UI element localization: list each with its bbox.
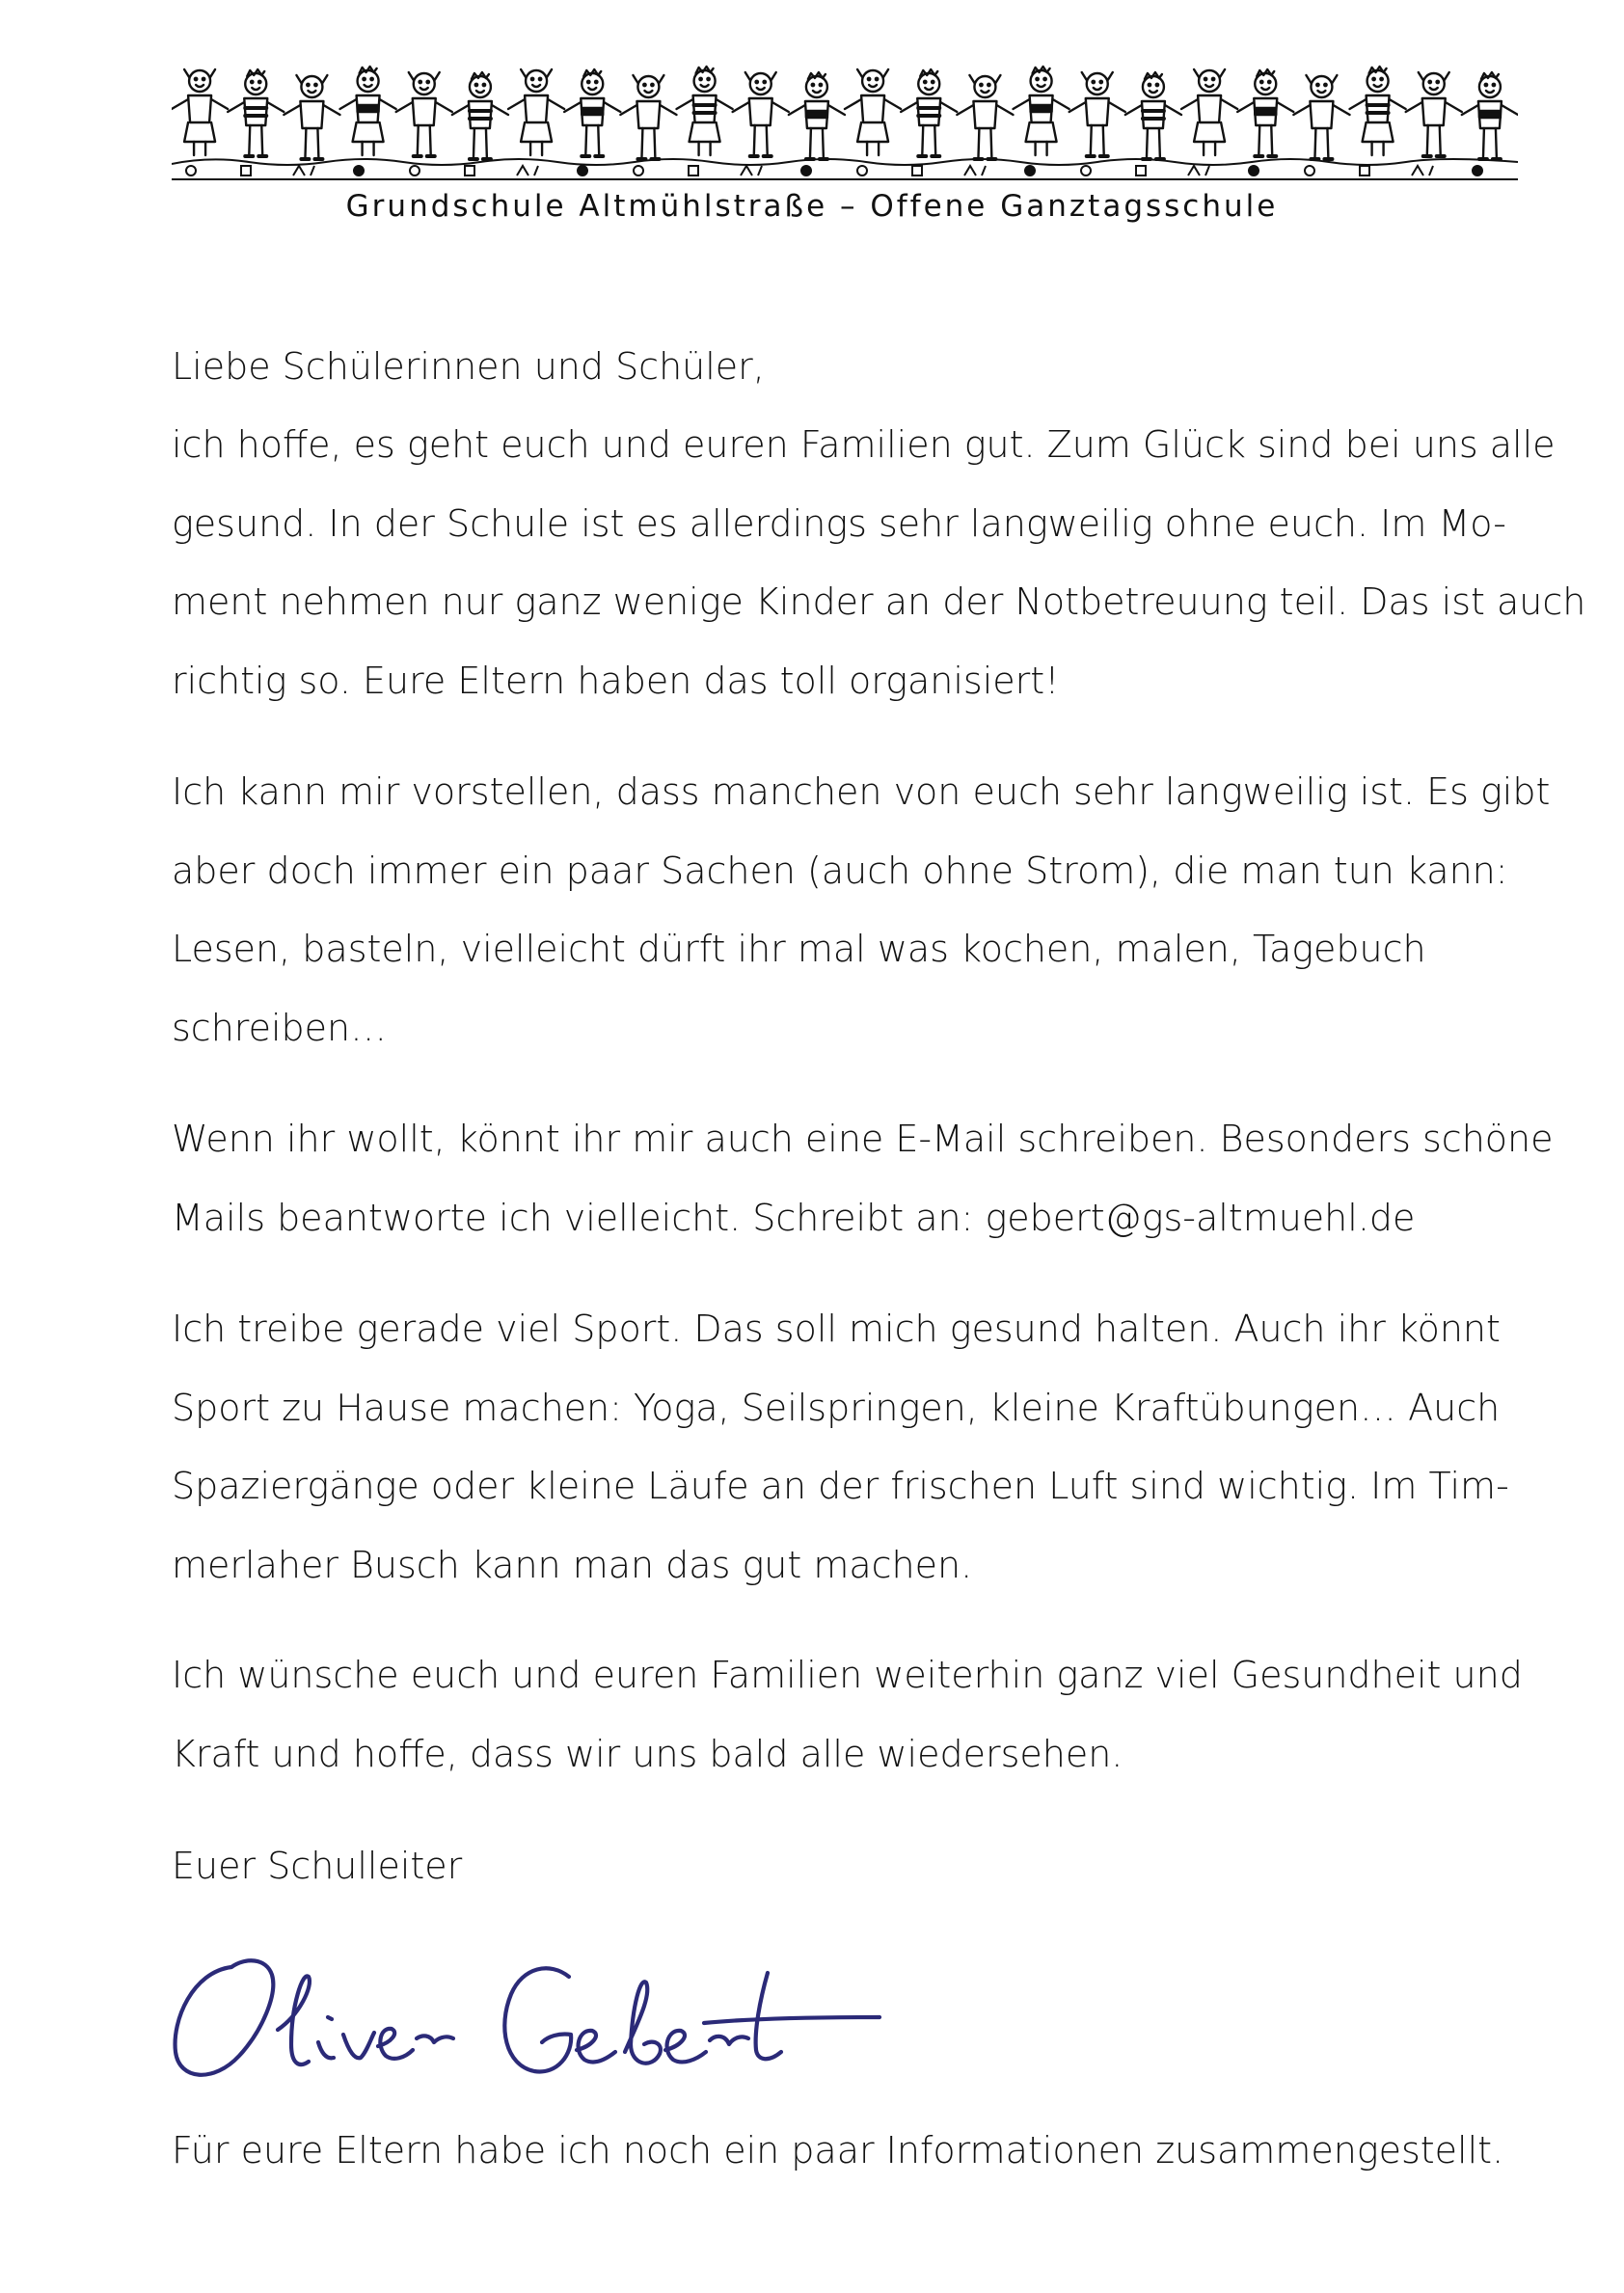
child-figure-icon (1237, 69, 1293, 156)
text-line: ment nehmen nur ganz wenige Kinder an der Notbetreuung teil. Das ist auch (172, 580, 1586, 623)
child-figure-icon (228, 69, 284, 156)
text-line: gesund. In der Schule ist es allerdings sehr langweilig ohne euch. Im Mo- (172, 501, 1506, 545)
child-figure-icon (1125, 72, 1181, 159)
text-line: merlaher Busch kann man das gut machen. (172, 1543, 973, 1586)
child-figure-icon (677, 67, 733, 155)
child-figure-icon (1014, 67, 1069, 155)
handwritten-signature (164, 1938, 916, 2092)
letter-salutation: Liebe Schülerinnen und Schüler, (172, 345, 765, 388)
text-line: Für eure Eltern habe ich noch ein paar Informationen zusammengestellt. (172, 2129, 1504, 2172)
child-figure-icon (284, 75, 339, 159)
letter-paragraph-3 (172, 1100, 1554, 1257)
text-line: Sport zu Hause machen: Yoga, Seilspringen, kleine Kraftübungen… Auch (172, 1386, 1501, 1429)
children-holding-hands-banner-icon (172, 56, 1518, 183)
child-figure-icon (1462, 72, 1518, 159)
text-line: Lesen, basteln, vielleicht dürft ihr mal was kochen, malen, Tagebuch (172, 928, 1426, 970)
text-line: Ich kann mir vorstellen, dass manchen von euch sehr langweilig ist. Es gibt (172, 770, 1551, 813)
child-figure-icon (901, 69, 957, 156)
child-figure-icon (340, 67, 396, 155)
text-line-email: Mails beantworte ich vielleicht. Schreibt an: gebert@gs-altmuehl.de (172, 1196, 1416, 1239)
text-line: Ich treibe gerade viel Sport. Das soll mich gesund halten. Auch ihr könnt (172, 1308, 1501, 1350)
child-figure-icon (1293, 75, 1349, 159)
letter-paragraph-4 (172, 1290, 1541, 1605)
child-figure-icon (957, 75, 1013, 159)
child-figure-icon (396, 72, 452, 156)
letter-paragraph-5 (172, 1636, 1541, 1794)
child-figure-icon (452, 72, 508, 159)
text-line: Wenn ihr wollt, könnt ihr mir auch eine E-Mail schreiben. Besonders schöne (172, 1118, 1554, 1160)
school-name: Grundschule Altmühlstraße – Offene Ganztagsschule (345, 189, 1279, 224)
letter-closing: Euer Schulleiter (172, 1845, 463, 1887)
letter-paragraph-6 (172, 2112, 1541, 2191)
text-line: richtig so. Eure Eltern haben das toll organisiert! (172, 659, 1060, 702)
text-line: Kraft und hoffe, dass wir uns bald alle wiedersehen. (172, 1732, 1123, 1775)
child-figure-icon (1350, 67, 1406, 155)
child-figure-icon (1069, 72, 1125, 156)
text-line: Ich wünsche euch und euren Familien weiterhin ganz viel Gesundheit und (172, 1654, 1523, 1696)
child-figure-icon (845, 69, 901, 155)
text-line: aber doch immer ein paar Sachen (auch ohne Strom), die man tun kann: (172, 849, 1508, 892)
text-line: schreiben… (172, 1006, 388, 1049)
child-figure-icon (1181, 69, 1237, 155)
child-figure-icon (733, 72, 789, 156)
text-line: ich hoffe, es geht euch und euren Familien gut. Zum Glück sind bei uns alle (172, 423, 1556, 466)
child-figure-icon (172, 69, 228, 155)
child-figure-icon (789, 72, 845, 159)
child-figure-icon (620, 75, 676, 159)
child-figure-icon (508, 69, 564, 155)
letter-paragraph-2 (172, 753, 1551, 1067)
child-figure-icon (564, 69, 620, 156)
child-figure-icon (1406, 72, 1462, 156)
text-line: Spaziergänge oder kleine Läufe an der frischen Luft sind wichtig. Im Tim- (172, 1465, 1509, 1507)
letter-paragraph-1 (172, 406, 1586, 720)
